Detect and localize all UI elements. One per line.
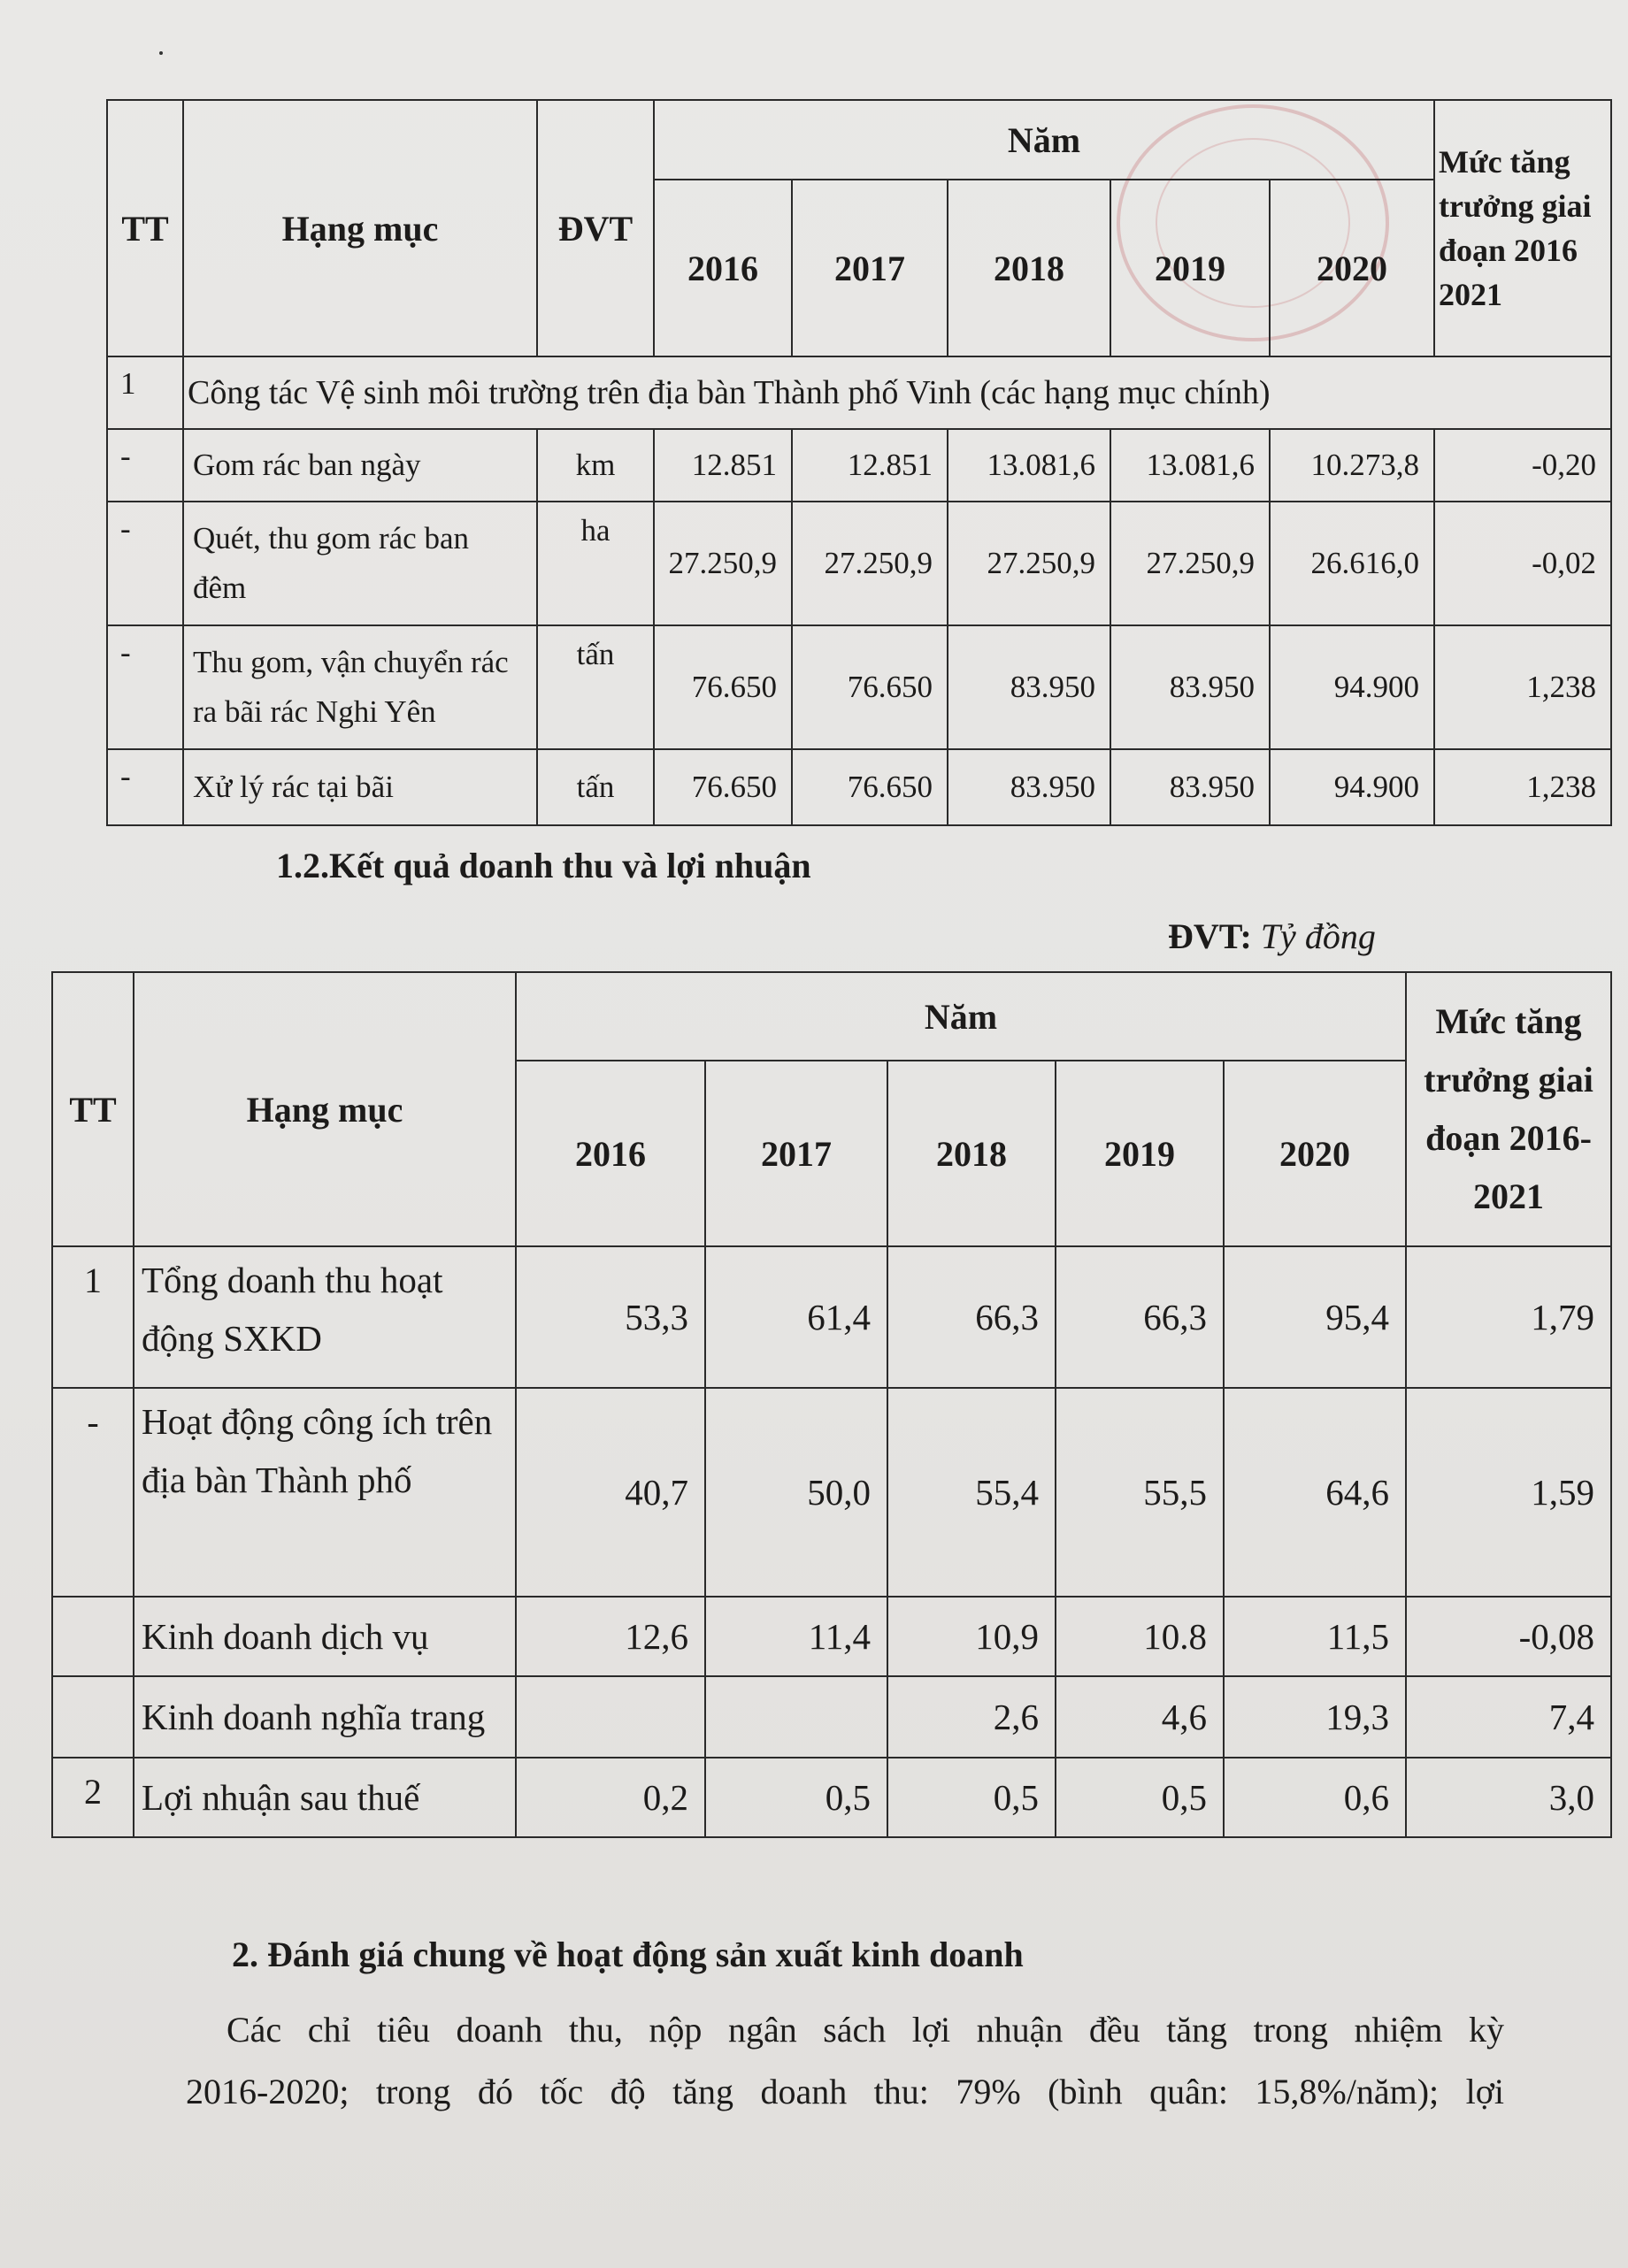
row-item: Hoạt động công ích trên địa bàn Thành phố [134,1388,516,1597]
table-row [107,749,1611,825]
row-item: Kinh doanh nghĩa trang [134,1676,516,1758]
row-item: Lợi nhuận sau thuế [134,1758,516,1837]
row-unit: ha [537,502,654,625]
cell-value: 26.616,0 [1270,502,1434,625]
cell-value: 10,9 [887,1597,1056,1676]
row-item: Xử lý rác tại bãi [183,749,537,825]
cell-value: 27.250,9 [1110,502,1270,625]
unit-note-value: Tỷ đồng [1260,916,1376,956]
table-row [52,1758,1611,1837]
cell-value: 76.650 [654,749,792,825]
header-year: 2017 [792,180,948,356]
paragraph-line: Các chỉ tiêu doanh thu, nộp ngân sách lợi nhuận đều tăng trong nhiệm kỳ [227,2010,1504,2050]
table-row [52,1388,1611,1597]
cell-value: 53,3 [516,1246,705,1388]
row-unit: tấn [537,625,654,749]
cell-value: 94.900 [1270,625,1434,749]
cell-value: 83.950 [948,625,1110,749]
header-year: 2019 [1056,1061,1224,1246]
cell-growth: 1,79 [1406,1246,1611,1388]
table-row [107,429,1611,502]
unit-note-label: ĐVT [1168,916,1240,956]
cell-value: 64,6 [1224,1388,1406,1597]
header-item: Hạng mục [183,100,537,356]
header-year: 2016 [516,1061,705,1246]
cell-value: 61,4 [705,1246,887,1388]
sanitation-table [106,99,1612,826]
section-title: Công tác Vệ sinh môi trường trên địa bàn Thành phố Vinh (các hạng mục chính) [183,356,1611,429]
cell-value: 66,3 [1056,1246,1224,1388]
cell-value: 27.250,9 [792,502,948,625]
row-item: Gom rác ban ngày [183,429,537,502]
cell-value: 12,6 [516,1597,705,1676]
cell-value: 76.650 [654,625,792,749]
row-tt: 2 [52,1758,134,1837]
cell-growth: 3,0 [1406,1758,1611,1837]
cell-value: 83.950 [1110,749,1270,825]
row-item: Kinh doanh dịch vụ [134,1597,516,1676]
cell-growth: -0,20 [1434,429,1611,502]
cell-value: 10.273,8 [1270,429,1434,502]
cell-value: 95,4 [1224,1246,1406,1388]
header-item: Hạng mục [134,972,516,1246]
cell-value: 0,2 [516,1758,705,1837]
header-year: 2018 [948,180,1110,356]
row-tt: 1 [107,356,183,429]
cell-value: 83.950 [948,749,1110,825]
cell-value: 4,6 [1056,1676,1224,1758]
header-year: 2020 [1224,1061,1406,1246]
cell-value: 12.851 [654,429,792,502]
table-row [52,1597,1611,1676]
row-tt: - [107,502,183,625]
row-unit: tấn [537,749,654,825]
cell-value: 66,3 [887,1246,1056,1388]
row-item: Tổng doanh thu hoạt động SXKD [134,1246,516,1388]
header-year-group: Năm [516,972,1406,1061]
cell-value: 12.851 [792,429,948,502]
cell-value: 11,5 [1224,1597,1406,1676]
cell-value: 13.081,6 [1110,429,1270,502]
header-growth: Mức tăng trưởng giai đoạn 2016 2021 [1434,100,1611,356]
row-tt: - [52,1388,134,1597]
section-heading-2: 2. Đánh giá chung về hoạt động sản xuất kinh doanh [232,1935,1024,1974]
cell-value: 27.250,9 [654,502,792,625]
row-tt: - [107,429,183,502]
cell-growth: 1,238 [1434,625,1611,749]
ink-dot [159,51,163,55]
cell-value: 55,5 [1056,1388,1224,1597]
row-tt: - [107,625,183,749]
cell-value: 27.250,9 [948,502,1110,625]
header-year: 2016 [654,180,792,356]
row-unit: km [537,429,654,502]
cell-value: 55,4 [887,1388,1056,1597]
cell-value: 50,0 [705,1388,887,1597]
cell-value: 19,3 [1224,1676,1406,1758]
row-tt: 1 [52,1246,134,1388]
unit-note: ĐVT: Tỷ đồng [1168,916,1376,956]
header-year: 2018 [887,1061,1056,1246]
cell-growth: -0,02 [1434,502,1611,625]
row-tt [52,1676,134,1758]
cell-growth: -0,08 [1406,1597,1611,1676]
cell-value: 76.650 [792,625,948,749]
header-tt: TT [52,972,134,1246]
cell-value: 0,5 [705,1758,887,1837]
table-row [52,1246,1611,1388]
revenue-profit-table [51,971,1612,1838]
header-tt: TT [107,100,183,356]
cell-value: 76.650 [792,749,948,825]
header-year: 2017 [705,1061,887,1246]
cell-growth: 7,4 [1406,1676,1611,1758]
cell-value [516,1676,705,1758]
cell-value: 11,4 [705,1597,887,1676]
cell-value: 0,5 [1056,1758,1224,1837]
row-tt [52,1597,134,1676]
section-heading-1-2: 1.2.Kết quả doanh thu và lợi nhuận [276,846,811,885]
row-tt: - [107,749,183,825]
cell-value: 0,5 [887,1758,1056,1837]
table-row [52,1676,1611,1758]
row-item: Thu gom, vận chuyển rác ra bãi rác Nghi Yên [183,625,537,749]
header-year: 2019 [1110,180,1270,356]
cell-value: 40,7 [516,1388,705,1597]
cell-value [705,1676,887,1758]
cell-value: 10.8 [1056,1597,1224,1676]
cell-growth: 1,59 [1406,1388,1611,1597]
section-row [107,356,1611,429]
cell-value: 13.081,6 [948,429,1110,502]
cell-value: 83.950 [1110,625,1270,749]
table-row [107,625,1611,749]
cell-value: 0,6 [1224,1758,1406,1837]
header-unit: ĐVT [537,100,654,356]
row-item: Quét, thu gom rác ban đêm [183,502,537,625]
body-paragraph [186,1999,1504,2123]
header-year: 2020 [1270,180,1434,356]
header-growth: Mức tăng trưởng giai đoạn 2016- 2021 [1406,972,1611,1246]
table-row [107,502,1611,625]
paragraph-line: 2016-2020; trong đó tốc độ tăng doanh thu: 79% (bình quân: 15,8%/năm); lợi [186,2072,1504,2111]
cell-value: 2,6 [887,1676,1056,1758]
cell-growth: 1,238 [1434,749,1611,825]
cell-value: 94.900 [1270,749,1434,825]
header-year-group: Năm [654,100,1434,180]
